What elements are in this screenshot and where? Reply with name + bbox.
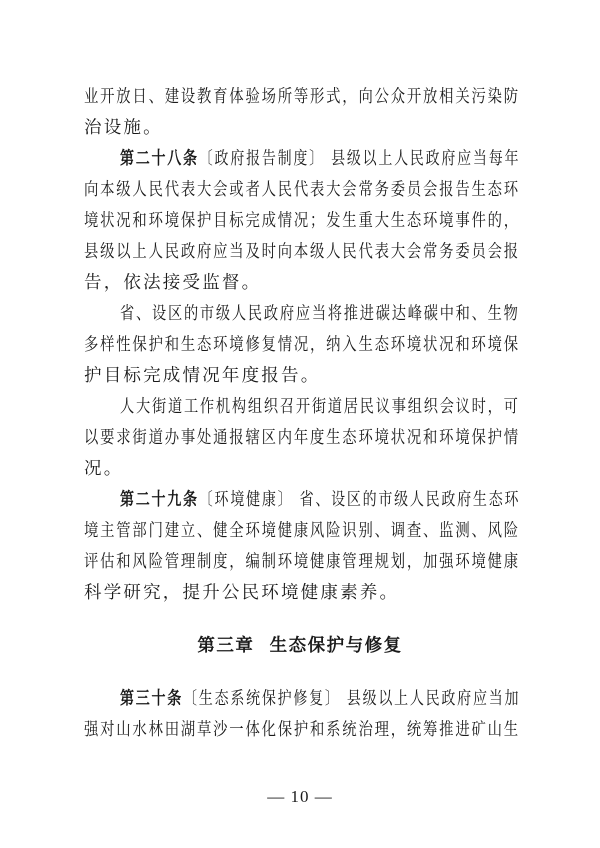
text-line: 境状况和环境保护目标完成情况；发生重大生态环境事件的， [84, 211, 520, 231]
article-30-text: 〔生态系统保护修复〕 县级以上人民政府应当加 [183, 689, 521, 709]
text-line: 治设施。 [84, 118, 163, 138]
article-28-line [120, 148, 520, 170]
text-line: 科学研究，提升公民环境健康素养。 [84, 583, 400, 603]
text-line: 况。 [84, 459, 124, 479]
text-line: 业开放日、建设教育体验场所等形式，向公众开放相关污染防 [84, 87, 520, 107]
text-line: 强对山水林田湖草沙一体化保护和系统治理，统筹推进矿山生 [84, 720, 520, 740]
text-line: 县级以上人民政府应当及时向本级人民代表大会常务委员会报 [84, 242, 520, 262]
text-line: 向本级人民代表大会或者人民代表大会常务委员会报告生态环 [84, 180, 520, 200]
article-28-text: 〔政府报告制度〕 县级以上人民政府应当每年 [198, 149, 521, 169]
article-30-heading: 第三十条 [120, 689, 184, 709]
text-line: 评估和风险管理制度，编制环境健康管理规划，加强环境健康 [84, 552, 520, 572]
page-number: — 10 — [267, 787, 333, 806]
text-line: 人大街道工作机构组织召开街道居民议事组织会议时，可 [120, 397, 520, 417]
article-28-heading: 第二十八条 [120, 149, 199, 169]
article-29-line [120, 489, 520, 511]
text-line: 以要求街道办事处通报辖区内年度生态环境状况和环境保护情 [84, 428, 520, 448]
text-line: 护目标完成情况年度报告。 [84, 366, 321, 386]
article-29-text: 〔环境健康〕 省、设区的市级人民政府生态环 [198, 490, 521, 510]
text-line: 告，依法接受监督。 [84, 273, 262, 293]
text-line: 多样性保护和生态环境修复情况，纳入生态环境状况和环境保 [84, 335, 520, 355]
text-line: 境主管部门建立、健全环境健康风险识别、调查、监测、风险 [84, 521, 520, 541]
chapter-title: 第三章 生态保护与修复 [197, 636, 403, 656]
text-line: 省、设区的市级人民政府应当将推进碳达峰碳中和、生物 [120, 304, 520, 324]
article-29-heading: 第二十九条 [120, 490, 199, 510]
article-30-line [120, 688, 520, 710]
